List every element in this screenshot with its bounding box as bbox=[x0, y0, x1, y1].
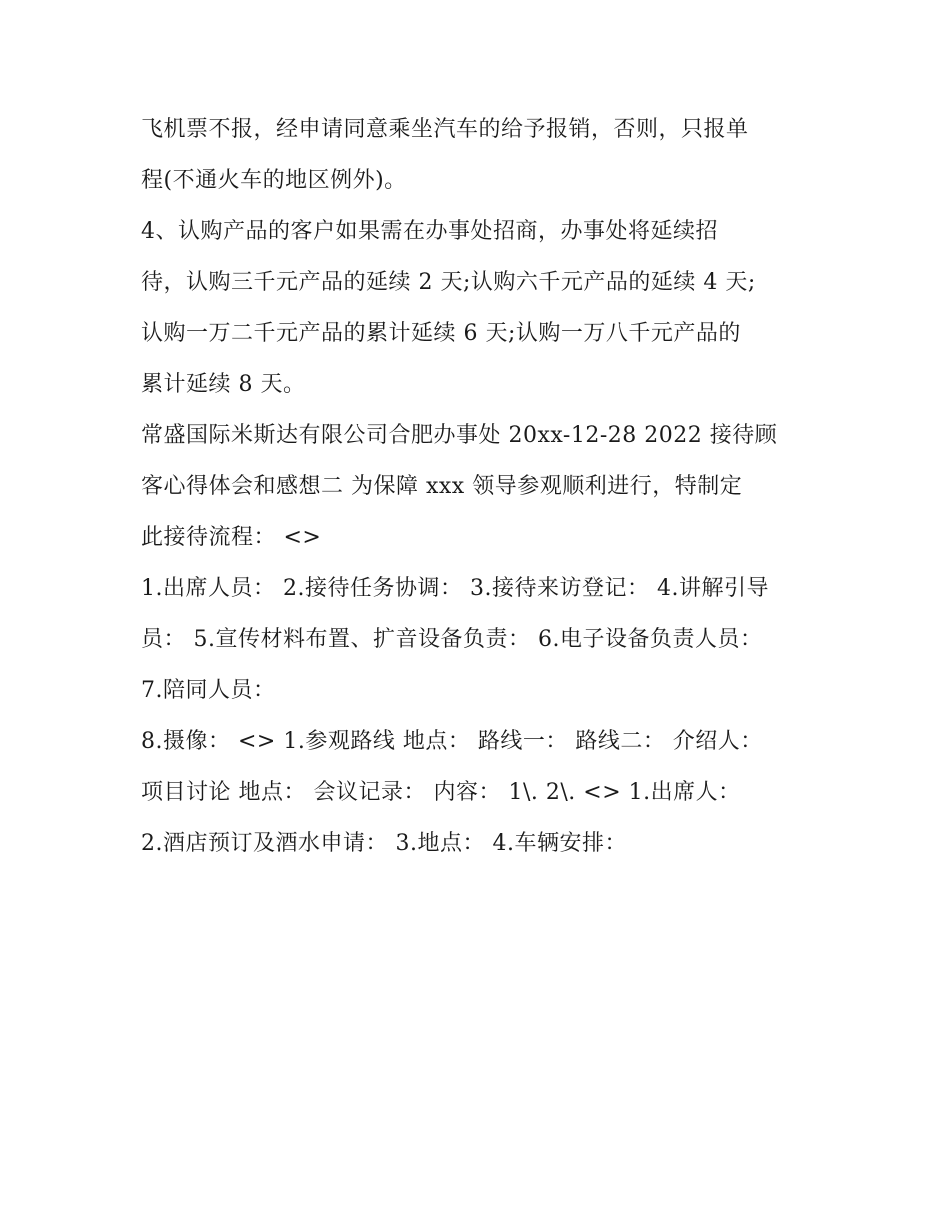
text-line: 员： 5.宣传材料布置、扩音设备负责： 6.电子设备负责人员： bbox=[141, 627, 763, 652]
text-line: 待，认购三千元产品的延续 2 天;认购六千元产品的延续 4 天; bbox=[141, 270, 756, 295]
text-line: 2.酒店预订及酒水申请： 3.地点： 4.车辆安排： bbox=[141, 831, 627, 856]
text-line: 4、认购产品的客户如果需在办事处招商，办事处将延续招 bbox=[141, 219, 718, 244]
document-body bbox=[141, 110, 821, 875]
text-line: 1.出席人员： 2.接待任务协调： 3.接待来访登记： 4.讲解引导 bbox=[141, 576, 769, 601]
text-line: 程(不通火车的地区例外)。 bbox=[141, 168, 407, 193]
text-line: 8.摄像： <> 1.参观路线 地点： 路线一： 路线二： 介绍人： bbox=[141, 729, 763, 754]
text-line: 7.陪同人员： bbox=[141, 678, 276, 703]
text-line: 常盛国际米斯达有限公司合肥办事处 20xx-12-28 2022 接待顾 bbox=[141, 423, 778, 448]
text-line: 认购一万二千元产品的累计延续 6 天;认购一万八千元产品的 bbox=[141, 321, 741, 346]
text-line: 飞机票不报，经申请同意乘坐汽车的给予报销，否则，只报单 bbox=[141, 117, 749, 142]
text-line: 此接待流程： <> bbox=[141, 525, 322, 550]
text-line: 客心得体会和感想二 为保障 xxx 领导参观顺利进行，特制定 bbox=[141, 474, 743, 499]
text-line: 项目讨论 地点： 会议记录： 内容： 1\. 2\. <> 1.出席人： bbox=[141, 780, 741, 805]
text-line: 累计延续 8 天。 bbox=[141, 372, 306, 397]
